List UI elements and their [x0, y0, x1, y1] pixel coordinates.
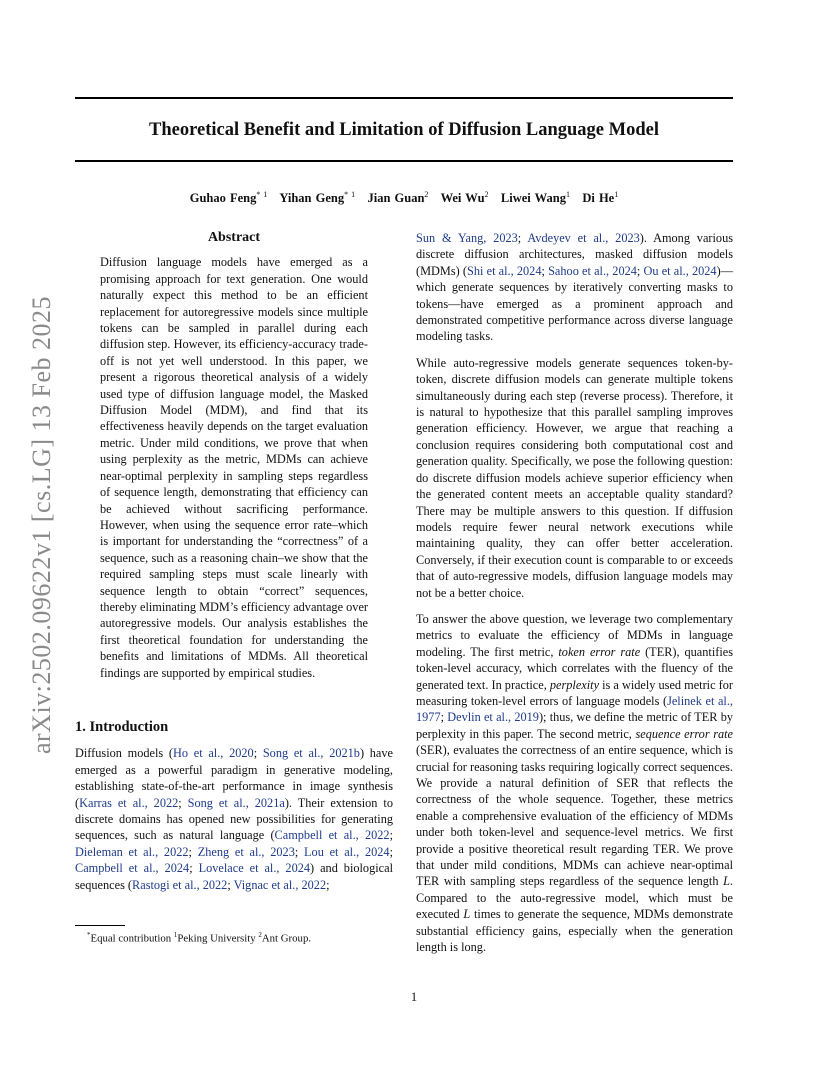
footnote: *Equal contribution $^1$Peking University $^2$Ant Group.	[75, 925, 393, 945]
citation-link[interactable]: Zheng et al., 2023	[197, 844, 295, 859]
author: Jian Guan$^2$	[367, 190, 429, 206]
citation-link[interactable]: Avdeyev et al., 2023	[527, 231, 640, 245]
abstract-heading: Abstract	[207, 230, 261, 245]
footnote-rule	[75, 925, 125, 926]
citation-link[interactable]: Devlin et al., 2019	[447, 710, 539, 725]
citation-link[interactable]: Rastogi et al., 2022	[132, 877, 228, 892]
citation-link[interactable]: Sahoo et al., 2024	[548, 263, 637, 278]
paper-title: Theoretical Benefit and Limitation of Diffusion Language Model	[149, 120, 659, 140]
title-rule-bottom	[75, 160, 733, 162]
citation-link[interactable]: Campbell et al., 2022	[274, 828, 390, 843]
right-column	[416, 230, 733, 965]
arxiv-watermark: arXiv:2502.09622v1 [cs.LG] 13 Feb 2025	[27, 295, 56, 755]
citation-link[interactable]: Dieleman et al., 2022	[75, 844, 189, 859]
abstract-text: Diffusion language models have emerged as a promising approach for text generation. One would naturally expect this method to be an efficient replacement for autoregressive models since multiple tokens can be sampled in parallel during each diffusion step. However, its efficiency-accuracy trade-off is not yet well understood. In this paper, we present a rigorous theoretical analysis of a widely used type of diffusion language model, the Masked Diffusion Model (MDM), and find that its effectiveness heavily depends on the target evaluation metric. Under mild conditions, we prove that when using perplexity as the metric, MDMs can achieve near-optimal perplexity in sampling steps regardless of sequence length, demonstrating that efficiency can be achieved without sacrificing performance. However, when using the sequence error rate–which is important for understanding the “correctness” of a sequence, such as a reasoning chain–we show that the required sampling steps must scale linearly with sequence length to obtain “correct” sequences, thereby eliminating MDM’s efficiency advantage over autoregressive models. Our analysis establishes the first theoretical foundation for understanding the benefits and limitations of MDMs. All theoretical findings are supported by empirical studies.	[100, 255, 368, 680]
author: Guhao Feng$^{* 1}$	[189, 190, 268, 206]
paragraph: While auto-regressive models generate sequences token-by-token, discrete diffusion models can generate multiple tokens simultaneously during each step (reverse process). Therefore, it is natural to hypothesize that this parallel sampling improves generation efficiency. However, we argue that reaching a conclusion requires considering both computational cost and generation quality. Specifically, we pose the following question: do discrete diffusion models achieve superior efficiency when the generated content meets an acceptable quality standard? There may be multiple answers to this question. If diffusion models require fewer neural network executions while maintaining quality, they can offer better acceleration. Conversely, if their execution count is comparable to or exceeds that of auto-regressive models, diffusion language models may not be a better choice.	[416, 355, 733, 600]
citation-link[interactable]: Song et al., 2021b	[262, 746, 360, 761]
author-list	[75, 190, 733, 206]
title-rule-top	[75, 97, 733, 99]
citation-link[interactable]: Ou et al., 2024	[643, 263, 717, 278]
citation-link[interactable]: Ho et al., 2020	[172, 746, 254, 761]
intro-paragraph: Diffusion models (Ho et al., 2020; Song et al., 2021b) have emerged as a powerful paradigm in generative modeling, establishing state-of-the-art performance in image synthesis (Karras et al., 2022; Song et al., 2021a). Their extension to discrete domains has opened new possibilities for generating sequences, such as natural language (Campbell et al., 2022; Dieleman et al., 2022; Zheng et al., 2023; Lou et al., 2024; Campbell et al., 2024; Lovelace et al., 2024) and biological sequences (Rastogi et al., 2022; Vignac et al., 2022;	[75, 746, 393, 892]
citation-link[interactable]: Jelinek et al., 1977	[416, 693, 733, 725]
citation-link[interactable]: Song et al., 2021a	[187, 795, 285, 810]
citation-link[interactable]: Lou et al., 2024	[304, 844, 390, 859]
left-column	[75, 230, 393, 903]
author: Liwei Wang$^1$	[500, 190, 570, 206]
citation-link[interactable]: Shi et al., 2024	[467, 263, 542, 278]
paragraph: Sun & Yang, 2023; Avdeyev et al., 2023). Among various discrete diffusion architectures, masked diffusion models (MDMs) (Shi et al., 2024; Sahoo et al., 2024; Ou et al., 2024)—which generate sequences by iteratively converting masks to tokens—have emerged as a prominent approach and demonstrated competitive performance across diverse language modeling tasks.	[416, 231, 734, 344]
author: Yihan Geng$^{* 1}$	[279, 190, 356, 206]
citation-link[interactable]: Vignac et al., 2022	[233, 877, 327, 892]
citation-link[interactable]: Campbell et al., 2024	[75, 861, 190, 876]
citation-link[interactable]: Karras et al., 2022	[79, 795, 179, 810]
introduction-heading: 1. Introduction	[75, 718, 169, 735]
paragraph: To answer the above question, we leverage two complementary metrics to evaluate the efficiency of MDMs in language modeling. The first metric, token error rate (TER), quantifies token-level accuracy, which correlates with the fluency of the generated text. In practice, perplexity is a widely used metric for measuring token-level errors of language models (Jelinek et al., 1977; Devlin et al., 2019); thus, we define the metric of TER by perplexity in this paper. The second metric, sequence error rate (SER), evaluates the correctness of an entire sequence, which is crucial for reasoning tasks requiring logically correct sequences. We provide a natural definition of SER that reflects the correctness of the whole sequence. Together, these metrics enable a comprehensive evaluation of the efficiency of MDMs under both token-level and sequence-level metrics. We first provide a positive theoretical result regarding TER. We prove that under mild conditions, MDMs can achieve near-optimal TER with sampling steps regardless of the sequence length L. Compared to the auto-regressive model, which must be executed L times to generate the sequence, MDMs demonstrate substantial efficiency gains, especially when the generation length is long.	[416, 611, 734, 955]
page-number: 1	[410, 990, 418, 1004]
citation-link[interactable]: Sun & Yang, 2023	[416, 231, 518, 245]
author: Wei Wu$^2$	[440, 190, 489, 206]
author: Di He$^1$	[582, 190, 619, 206]
citation-link[interactable]: Lovelace et al., 2024	[198, 861, 311, 876]
